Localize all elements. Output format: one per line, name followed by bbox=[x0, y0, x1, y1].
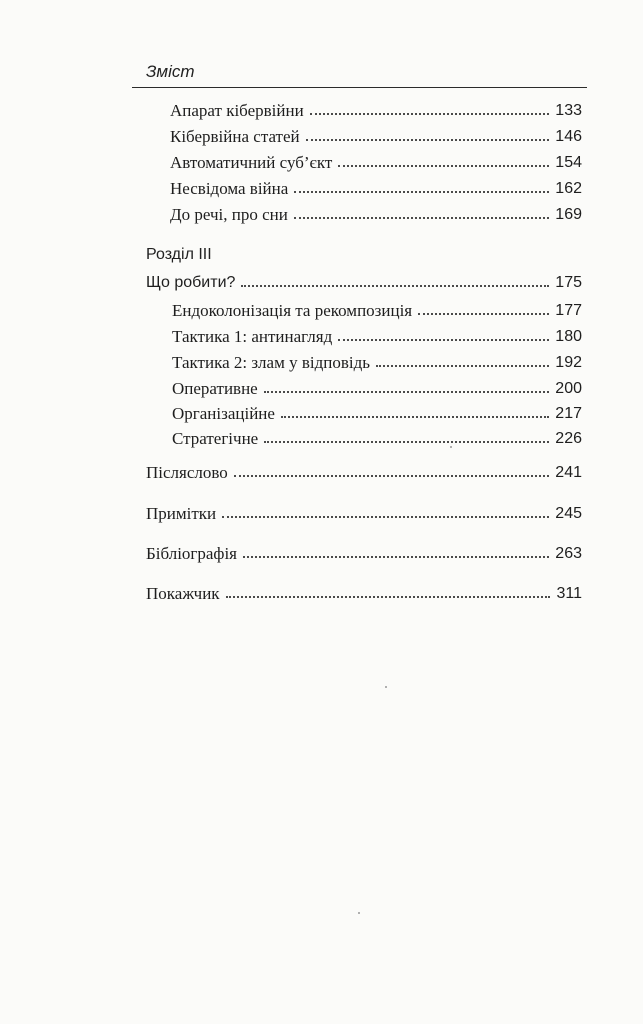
running-header-title: Зміст bbox=[146, 62, 195, 81]
leader-dots bbox=[264, 441, 549, 443]
toc-entry-page: 162 bbox=[555, 180, 582, 197]
leader-dots bbox=[226, 596, 551, 598]
toc-entry[interactable] bbox=[172, 425, 582, 447]
toc-entry[interactable] bbox=[170, 201, 582, 223]
toc-entry-page: 146 bbox=[555, 128, 582, 145]
scan-speck bbox=[358, 912, 360, 914]
toc-entry[interactable] bbox=[172, 349, 582, 371]
toc-entry-page: 133 bbox=[555, 102, 582, 119]
toc-entry-page: 226 bbox=[555, 430, 582, 447]
toc-entry-title: Стратегічне bbox=[172, 429, 259, 448]
toc-entry-page: 263 bbox=[555, 545, 582, 562]
toc-entry-title: Що робити? bbox=[146, 274, 236, 291]
toc-entry[interactable] bbox=[172, 400, 582, 422]
toc-entry[interactable] bbox=[172, 323, 582, 345]
toc-entry-title: Кібервійна статей bbox=[170, 127, 300, 146]
toc-entry[interactable] bbox=[146, 540, 582, 562]
leader-dots bbox=[418, 313, 549, 315]
leader-dots bbox=[294, 217, 549, 219]
toc-entry-page: 154 bbox=[555, 154, 582, 171]
toc-entry-title: Післяслово bbox=[146, 463, 228, 482]
leader-dots bbox=[306, 139, 550, 141]
toc-entry[interactable] bbox=[146, 500, 582, 522]
scan-speck bbox=[450, 446, 452, 448]
toc-entry[interactable] bbox=[170, 123, 582, 145]
leader-dots bbox=[243, 556, 549, 558]
toc-entry[interactable] bbox=[170, 97, 582, 119]
leader-dots bbox=[338, 339, 549, 341]
toc-entry-page: 245 bbox=[555, 505, 582, 522]
leader-dots bbox=[294, 191, 549, 193]
section-label: Розділ III bbox=[146, 246, 212, 263]
leader-dots bbox=[234, 475, 550, 477]
leader-dots bbox=[241, 285, 549, 287]
leader-dots bbox=[222, 516, 549, 518]
toc-entry-title: Апарат кібервійни bbox=[170, 101, 304, 120]
toc-entry-page: 311 bbox=[556, 585, 582, 602]
toc-entry-title: Несвідома війна bbox=[170, 179, 289, 198]
toc-entry[interactable] bbox=[170, 149, 582, 171]
toc-entry-page: 241 bbox=[555, 464, 582, 481]
toc-entry-page: 180 bbox=[555, 328, 582, 345]
toc-section-heading[interactable] bbox=[146, 269, 582, 291]
toc-entry-title: Примітки bbox=[146, 504, 217, 523]
toc-entry-title: Бібліографія bbox=[146, 544, 237, 563]
toc-entry-page: 200 bbox=[555, 380, 582, 397]
scan-speck bbox=[385, 686, 387, 688]
toc-entry[interactable] bbox=[146, 459, 582, 481]
toc-entry-title: До речі, про сни bbox=[170, 205, 288, 224]
toc-entry-title: Ендоколонізація та рекомпозиція bbox=[172, 301, 413, 320]
leader-dots bbox=[338, 165, 549, 167]
toc-entry-title: Тактика 2: злам у відповідь bbox=[172, 353, 370, 372]
toc-entry[interactable] bbox=[146, 580, 582, 602]
toc-entry-title: Тактика 1: антинагляд bbox=[172, 327, 333, 346]
toc-entry-title: Автоматичний суб’єкт bbox=[170, 153, 333, 172]
leader-dots bbox=[376, 365, 549, 367]
leader-dots bbox=[310, 113, 550, 115]
toc-entry[interactable] bbox=[172, 375, 582, 397]
leader-dots bbox=[264, 391, 550, 393]
toc-entry-title: Організаційне bbox=[172, 404, 275, 423]
toc-entry[interactable] bbox=[170, 175, 582, 197]
toc-entry[interactable] bbox=[172, 297, 582, 319]
toc-entry-page: 177 bbox=[555, 302, 582, 319]
header-rule bbox=[132, 87, 587, 88]
toc-entry-title: Покажчик bbox=[146, 584, 220, 603]
toc-entry-page: 217 bbox=[555, 405, 582, 422]
toc-entry-page: 175 bbox=[555, 274, 582, 291]
toc-entry-page: 192 bbox=[555, 354, 582, 371]
toc-entry-page: 169 bbox=[555, 206, 582, 223]
leader-dots bbox=[281, 416, 549, 418]
toc-entry-title: Оперативне bbox=[172, 379, 258, 398]
